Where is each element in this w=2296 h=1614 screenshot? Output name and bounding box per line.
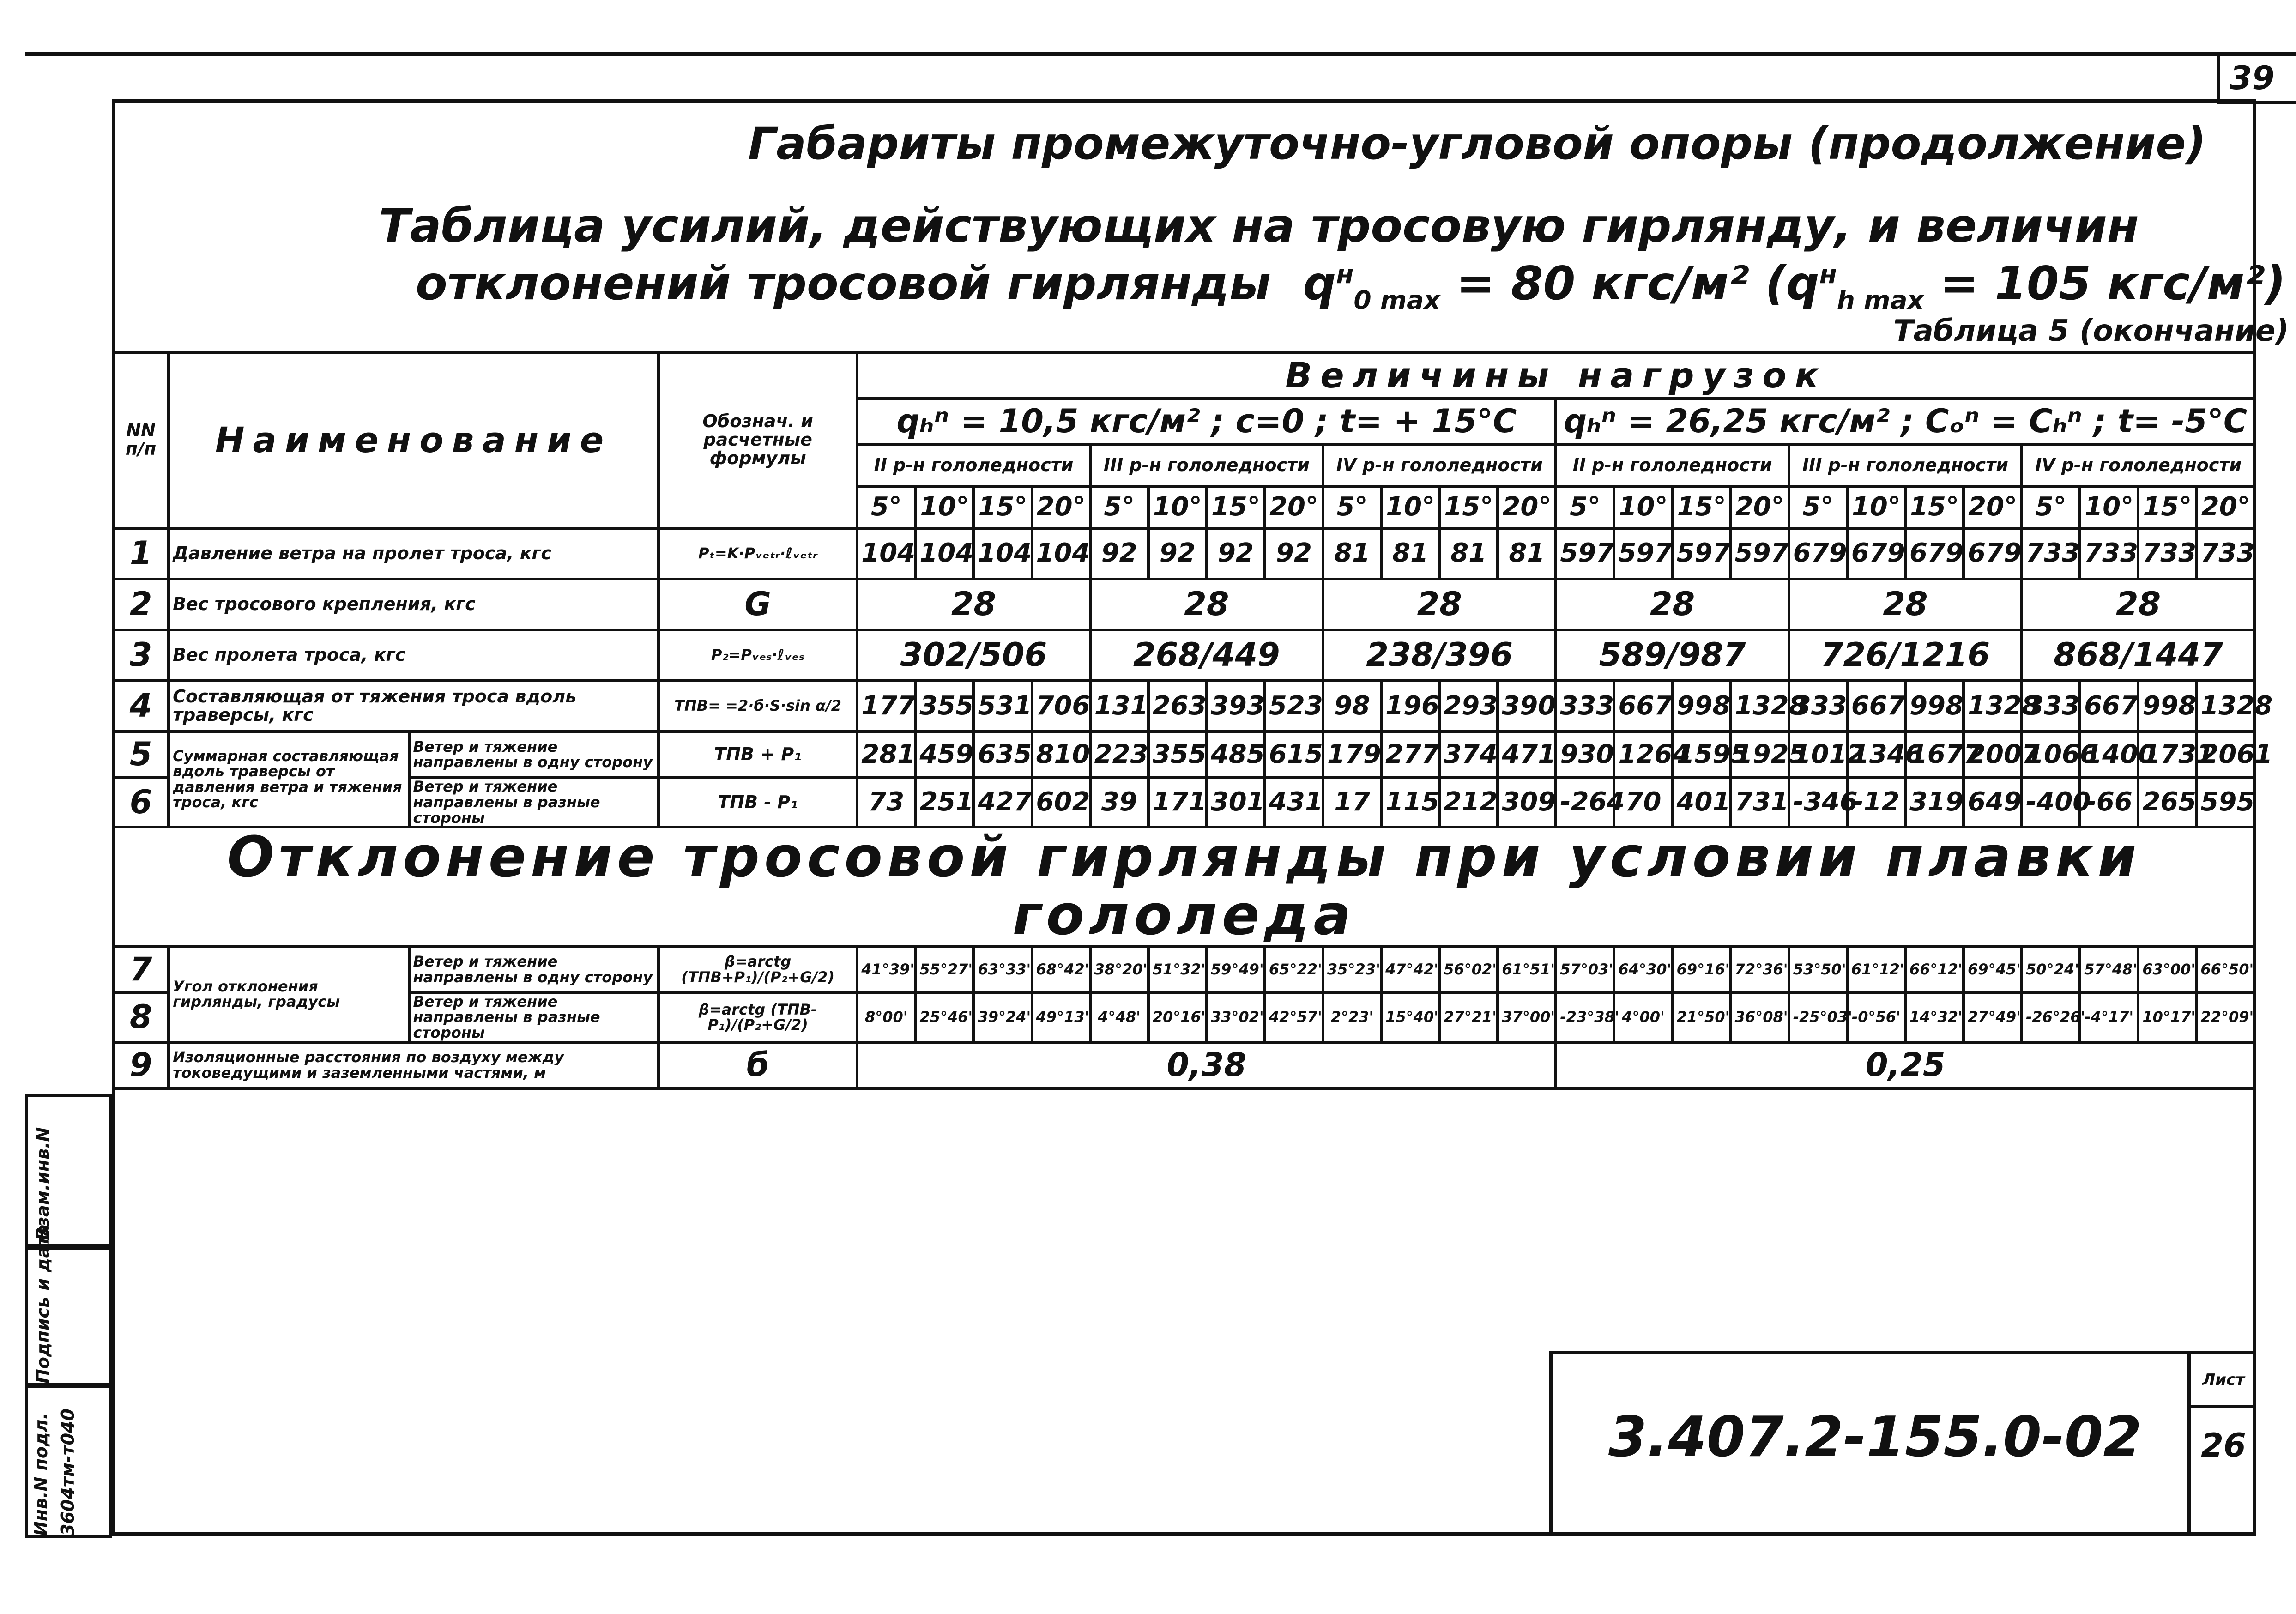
value-cell: 17 [1323, 778, 1381, 827]
value-cell: 39°24' [973, 993, 1032, 1042]
value-cell: 171 [1148, 778, 1207, 827]
row-name: Вес пролета троса, кгс [169, 630, 659, 681]
value-cell: 14°32' [1905, 993, 1964, 1042]
value-cell: 28 [857, 579, 1090, 630]
row-formula: ТПВ - P₁ [659, 778, 857, 827]
title-formula-sup2: н [1819, 260, 1837, 290]
value-cell: 69°16' [1673, 947, 1731, 993]
value-cell: -66 [2080, 778, 2138, 827]
row-formula: ТПВ= =2·б·S·sin α/2 [659, 681, 857, 731]
row-name-group: Суммарная составляющая вдоль траверсы от давления ветра и тяжения троса, кгс [169, 731, 409, 827]
row-formula: б [659, 1042, 857, 1088]
header-angle: 20° [2196, 486, 2255, 528]
value-cell: 63°00' [2138, 947, 2196, 993]
value-cell: 0,25 [1556, 1042, 2255, 1088]
value-cell: 68°42' [1032, 947, 1090, 993]
row-name-sub: Ветер и тяжение направлены в одну сторону [409, 947, 659, 993]
table-row [113, 681, 2255, 731]
margin-label: Взам.инв.N [33, 1127, 53, 1240]
value-cell: 81 [1498, 528, 1556, 579]
value-cell: 66°12' [1905, 947, 1964, 993]
page-title: Габариты промежуточно-угловой опоры (продолжение) [748, 118, 2206, 169]
value-cell: 263 [1148, 681, 1207, 731]
header-angle: 15° [973, 486, 1032, 528]
row-number: 1 [113, 528, 169, 579]
margin-label: Инв.N подл. [31, 1413, 51, 1536]
forces-table [112, 351, 2273, 1090]
value-cell: 81 [1381, 528, 1439, 579]
value-cell: 2007 [1964, 731, 2022, 778]
margin-label: Подпись и дата [33, 1224, 53, 1384]
value-cell: 635 [973, 731, 1032, 778]
row-number: 3 [113, 630, 169, 681]
value-cell: 459 [915, 731, 973, 778]
value-cell: 28 [1789, 579, 2022, 630]
row-name-sub: Ветер и тяжение направлены в одну сторону [409, 731, 659, 778]
value-cell: 333 [1789, 681, 1847, 731]
value-cell: 28 [2022, 579, 2255, 630]
value-cell: 57°03' [1556, 947, 1614, 993]
value-cell: 33°02' [1207, 993, 1265, 1042]
value-cell: 355 [915, 681, 973, 731]
value-cell: 998 [2138, 681, 2196, 731]
sheet-number: 26 [2201, 1427, 2246, 1464]
header-region: IV р-н гололедности [2022, 445, 2255, 486]
table-row [113, 630, 2255, 681]
margin-cell-inventory [25, 1385, 112, 1538]
header-group-2: qₕⁿ = 26,25 кгс/м² ; Cₒⁿ = Cₕⁿ ; t= -5°C [1556, 399, 2255, 445]
value-cell: 104 [915, 528, 973, 579]
value-cell: 1346 [1847, 731, 1905, 778]
value-cell: 57°48' [2080, 947, 2138, 993]
document-code: 3.407.2-155.0-02 [1608, 1405, 2142, 1469]
value-cell: 22°09' [2196, 993, 2255, 1042]
value-cell: 1012 [1789, 731, 1847, 778]
header-angle: 10° [1381, 486, 1439, 528]
header-angle: 15° [1207, 486, 1265, 528]
value-cell: 1264 [1614, 731, 1672, 778]
value-cell: 66°50' [2196, 947, 2255, 993]
value-cell: 59°49' [1207, 947, 1265, 993]
header-row-1 [113, 352, 2255, 399]
value-cell: -12 [1847, 778, 1905, 827]
value-cell: 36°08' [1731, 993, 1789, 1042]
value-cell: -25°03' [1789, 993, 1847, 1042]
header-angle: 10° [1148, 486, 1207, 528]
margin-cell-signature [25, 1224, 112, 1385]
header-angle: 20° [1498, 486, 1556, 528]
value-cell: 37°00' [1498, 993, 1556, 1042]
value-cell: 810 [1032, 731, 1090, 778]
value-cell: 427 [973, 778, 1032, 827]
value-cell: 179 [1323, 731, 1381, 778]
value-cell: 61°12' [1847, 947, 1905, 993]
value-cell: 212 [1439, 778, 1498, 827]
value-cell: 104 [973, 528, 1032, 579]
value-cell: 47°42' [1381, 947, 1439, 993]
value-cell: 523 [1265, 681, 1323, 731]
value-cell: -26°26' [2022, 993, 2080, 1042]
header-region: III р-н гололедности [1789, 445, 2022, 486]
row-formula: ТПВ + P₁ [659, 731, 857, 778]
value-cell: 42°57' [1265, 993, 1323, 1042]
value-cell: 733 [2138, 528, 2196, 579]
value-cell: -0°56' [1847, 993, 1905, 1042]
table-title-line1: Таблица усилий, действующих на тросовую гирлянду, и величин [379, 199, 2139, 253]
value-cell: 597 [1731, 528, 1789, 579]
left-margin-stamp [25, 1094, 112, 1538]
value-cell: 733 [2196, 528, 2255, 579]
header-loads: Величины нагрузок [857, 352, 2255, 399]
value-cell: 92 [1148, 528, 1207, 579]
value-cell: 65°22' [1265, 947, 1323, 993]
value-cell: 726/1216 [1789, 630, 2022, 681]
row-number: 6 [113, 778, 169, 827]
value-cell: 53°50' [1789, 947, 1847, 993]
section-title: Отклонение тросовой гирлянды при условии плавки гололеда [113, 827, 2255, 946]
value-cell: 393 [1207, 681, 1265, 731]
margin-label: 3604тм-т040 [58, 1408, 78, 1536]
value-cell: 733 [2022, 528, 2080, 579]
value-cell: 374 [1439, 731, 1498, 778]
table-row [113, 778, 2255, 827]
value-cell: 61°51' [1498, 947, 1556, 993]
row-name: Вес тросового крепления, кгс [169, 579, 659, 630]
table-caption: Таблица 5 (окончание) [1893, 314, 2289, 348]
table-title-line2 [416, 256, 2286, 315]
title-formula-value2: = 105 кгс/м²) [1940, 256, 2286, 310]
value-cell: 131 [1090, 681, 1148, 731]
value-cell: 25°46' [915, 993, 973, 1042]
sheet-label: Лист [2191, 1354, 2256, 1408]
table-row [113, 947, 2255, 993]
header-angle: 10° [1847, 486, 1905, 528]
table-row [113, 993, 2255, 1042]
value-cell: 223 [1090, 731, 1148, 778]
value-cell: 0,38 [857, 1042, 1556, 1088]
value-cell: 301 [1207, 778, 1265, 827]
value-cell: 597 [1673, 528, 1731, 579]
value-cell: 2061 [2196, 731, 2255, 778]
value-cell: 293 [1439, 681, 1498, 731]
row-name-group: Угол отклонения гирлянды, градусы [169, 947, 409, 1042]
value-cell: 51°32' [1148, 947, 1207, 993]
value-cell: 679 [1789, 528, 1847, 579]
value-cell: 868/1447 [2022, 630, 2255, 681]
row-number: 7 [113, 947, 169, 993]
table-row [113, 579, 2255, 630]
value-cell: 401 [1673, 778, 1731, 827]
value-cell: 597 [1556, 528, 1614, 579]
value-cell: 679 [1847, 528, 1905, 579]
value-cell: 4°00' [1614, 993, 1672, 1042]
value-cell: 92 [1207, 528, 1265, 579]
value-cell: 251 [915, 778, 973, 827]
value-cell: 1328 [1964, 681, 2022, 731]
value-cell: 333 [1556, 681, 1614, 731]
value-cell: 238/396 [1323, 630, 1556, 681]
value-cell: 1595 [1673, 731, 1731, 778]
value-cell: 115 [1381, 778, 1439, 827]
value-cell: 667 [1847, 681, 1905, 731]
value-cell: 64°30' [1614, 947, 1672, 993]
header-angle: 5° [857, 486, 915, 528]
title-formula-sub: 0 max [1353, 285, 1440, 315]
header-angle: 5° [2022, 486, 2080, 528]
value-cell: 196 [1381, 681, 1439, 731]
value-cell: 81 [1439, 528, 1498, 579]
value-cell: 28 [1556, 579, 1788, 630]
row-number: 2 [113, 579, 169, 630]
value-cell: -400 [2022, 778, 2080, 827]
value-cell: 1400 [2080, 731, 2138, 778]
header-angle: 15° [1905, 486, 1964, 528]
header-angle: 15° [1673, 486, 1731, 528]
value-cell: 41°39' [857, 947, 915, 993]
value-cell: 355 [1148, 731, 1207, 778]
value-cell: 281 [857, 731, 915, 778]
header-angle: 5° [1789, 486, 1847, 528]
value-cell: 706 [1032, 681, 1090, 731]
section-row [113, 827, 2255, 946]
value-cell: 1066 [2022, 731, 2080, 778]
row-formula: β=arctg (ТПВ-P₁)/(P₂+G/2) [659, 993, 857, 1042]
row-name: Давление ветра на пролет троса, кгс [169, 528, 659, 579]
value-cell: 731 [1731, 778, 1789, 827]
value-cell: -264 [1556, 778, 1614, 827]
row-number: 5 [113, 731, 169, 778]
table-row [113, 731, 2255, 778]
value-cell: 73 [857, 778, 915, 827]
value-cell: 63°33' [973, 947, 1032, 993]
row-number: 9 [113, 1042, 169, 1088]
value-cell: 277 [1381, 731, 1439, 778]
title-formula-value: = 80 кгс/м² (q [1456, 256, 1819, 310]
row-formula: P₂=Pᵥₑₛ·ℓᵥₑₛ [659, 630, 857, 681]
header-region: III р-н гололедности [1090, 445, 1323, 486]
value-cell: 55°27' [915, 947, 973, 993]
value-cell: 56°02' [1439, 947, 1498, 993]
header-angle: 5° [1323, 486, 1381, 528]
value-cell: 49°13' [1032, 993, 1090, 1042]
value-cell: 177 [857, 681, 915, 731]
row-number: 8 [113, 993, 169, 1042]
title-formula-symbol: q [1303, 256, 1336, 310]
value-cell: 390 [1498, 681, 1556, 731]
value-cell: 679 [1964, 528, 2022, 579]
value-cell: 930 [1556, 731, 1614, 778]
value-cell: 81 [1323, 528, 1381, 579]
page-number-box [2217, 55, 2296, 104]
value-cell: 1925 [1731, 731, 1789, 778]
value-cell: 38°20' [1090, 947, 1148, 993]
row-formula: Pₜ=K·Pᵥₑₜᵣ·ℓᵥₑₜᵣ [659, 528, 857, 579]
value-cell: 998 [1673, 681, 1731, 731]
value-cell: 1328 [1731, 681, 1789, 731]
header-angle: 20° [1731, 486, 1789, 528]
value-cell: 27°49' [1964, 993, 2022, 1042]
value-cell: 20°16' [1148, 993, 1207, 1042]
value-cell: 104 [1032, 528, 1090, 579]
value-cell: 309 [1498, 778, 1556, 827]
header-angle: 20° [1265, 486, 1323, 528]
value-cell: 98 [1323, 681, 1381, 731]
title-block-stamp [1549, 1351, 2256, 1536]
value-cell: 21°50' [1673, 993, 1731, 1042]
value-cell: 92 [1090, 528, 1148, 579]
value-cell: 4°48' [1090, 993, 1148, 1042]
value-cell: 595 [2196, 778, 2255, 827]
value-cell: 998 [1905, 681, 1964, 731]
value-cell: 35°23' [1323, 947, 1381, 993]
header-group-1: qₕⁿ = 10,5 кгс/м² ; c=0 ; t= + 15°C [857, 399, 1556, 445]
title-formula-sub2: h max [1837, 285, 1924, 315]
value-cell: 649 [1964, 778, 2022, 827]
row-number: 4 [113, 681, 169, 731]
value-cell: -4°17' [2080, 993, 2138, 1042]
value-cell: 69°45' [1964, 947, 2022, 993]
value-cell: 28 [1090, 579, 1323, 630]
top-border-line [25, 52, 2296, 56]
value-cell: 615 [1265, 731, 1323, 778]
table-row [113, 528, 2255, 579]
value-cell: 8°00' [857, 993, 915, 1042]
table-row [113, 1042, 2255, 1088]
value-cell: 531 [973, 681, 1032, 731]
value-cell: 268/449 [1090, 630, 1323, 681]
value-cell: 679 [1905, 528, 1964, 579]
sheet-box [2187, 1354, 2256, 1536]
header-formula: Обознач. и расчетные формулы [659, 352, 857, 528]
header-region: IV р-н гололедности [1323, 445, 1556, 486]
header-angle: 15° [1439, 486, 1498, 528]
header-angle: 10° [2080, 486, 2138, 528]
row-name: Составляющая от тяжения троса вдоль траверсы, кгс [169, 681, 659, 731]
value-cell: 1731 [2138, 731, 2196, 778]
value-cell: 302/506 [857, 630, 1090, 681]
value-cell: 265 [2138, 778, 2196, 827]
row-name: Изоляционные расстояния по воздуху между токоведущими и заземленными частями, м [169, 1042, 659, 1088]
value-cell: 2°23' [1323, 993, 1381, 1042]
value-cell: 602 [1032, 778, 1090, 827]
header-angle: 15° [2138, 486, 2196, 528]
value-cell: 15°40' [1381, 993, 1439, 1042]
header-angle: 5° [1090, 486, 1148, 528]
value-cell: -346 [1789, 778, 1847, 827]
row-name-sub: Ветер и тяжение направлены в разные стороны [409, 778, 659, 827]
header-nn: NN п/п [113, 352, 169, 528]
header-angle: 20° [1032, 486, 1090, 528]
row-formula: G [659, 579, 857, 630]
value-cell: 70 [1614, 778, 1672, 827]
value-cell: 1677 [1905, 731, 1964, 778]
value-cell: 667 [2080, 681, 2138, 731]
value-cell: 72°36' [1731, 947, 1789, 993]
value-cell: 39 [1090, 778, 1148, 827]
value-cell: 589/987 [1556, 630, 1788, 681]
value-cell: 28 [1323, 579, 1556, 630]
value-cell: 333 [2022, 681, 2080, 731]
value-cell: 50°24' [2022, 947, 2080, 993]
header-angle: 20° [1964, 486, 2022, 528]
value-cell: 1328 [2196, 681, 2255, 731]
value-cell: 27°21' [1439, 993, 1498, 1042]
header-region: II р-н гололедности [857, 445, 1090, 486]
value-cell: 485 [1207, 731, 1265, 778]
value-cell: 319 [1905, 778, 1964, 827]
value-cell: 733 [2080, 528, 2138, 579]
title-formula-sup: н [1336, 260, 1354, 290]
title-line2-text: отклонений тросовой гирлянды [416, 256, 1271, 310]
row-name-sub: Ветер и тяжение направлены в разные стороны [409, 993, 659, 1042]
value-cell: 471 [1498, 731, 1556, 778]
header-angle: 5° [1556, 486, 1614, 528]
page-number: 39 [2230, 59, 2275, 97]
value-cell: 667 [1614, 681, 1672, 731]
value-cell: -23°38' [1556, 993, 1614, 1042]
header-angle: 10° [915, 486, 973, 528]
value-cell: 431 [1265, 778, 1323, 827]
value-cell: 92 [1265, 528, 1323, 579]
header-name: Наименование [169, 352, 659, 528]
value-cell: 104 [857, 528, 915, 579]
row-formula: β=arctg (ТПВ+P₁)/(P₂+G/2) [659, 947, 857, 993]
header-angle: 10° [1614, 486, 1672, 528]
value-cell: 597 [1614, 528, 1672, 579]
value-cell: 10°17' [2138, 993, 2196, 1042]
header-region: II р-н гололедности [1556, 445, 1788, 486]
